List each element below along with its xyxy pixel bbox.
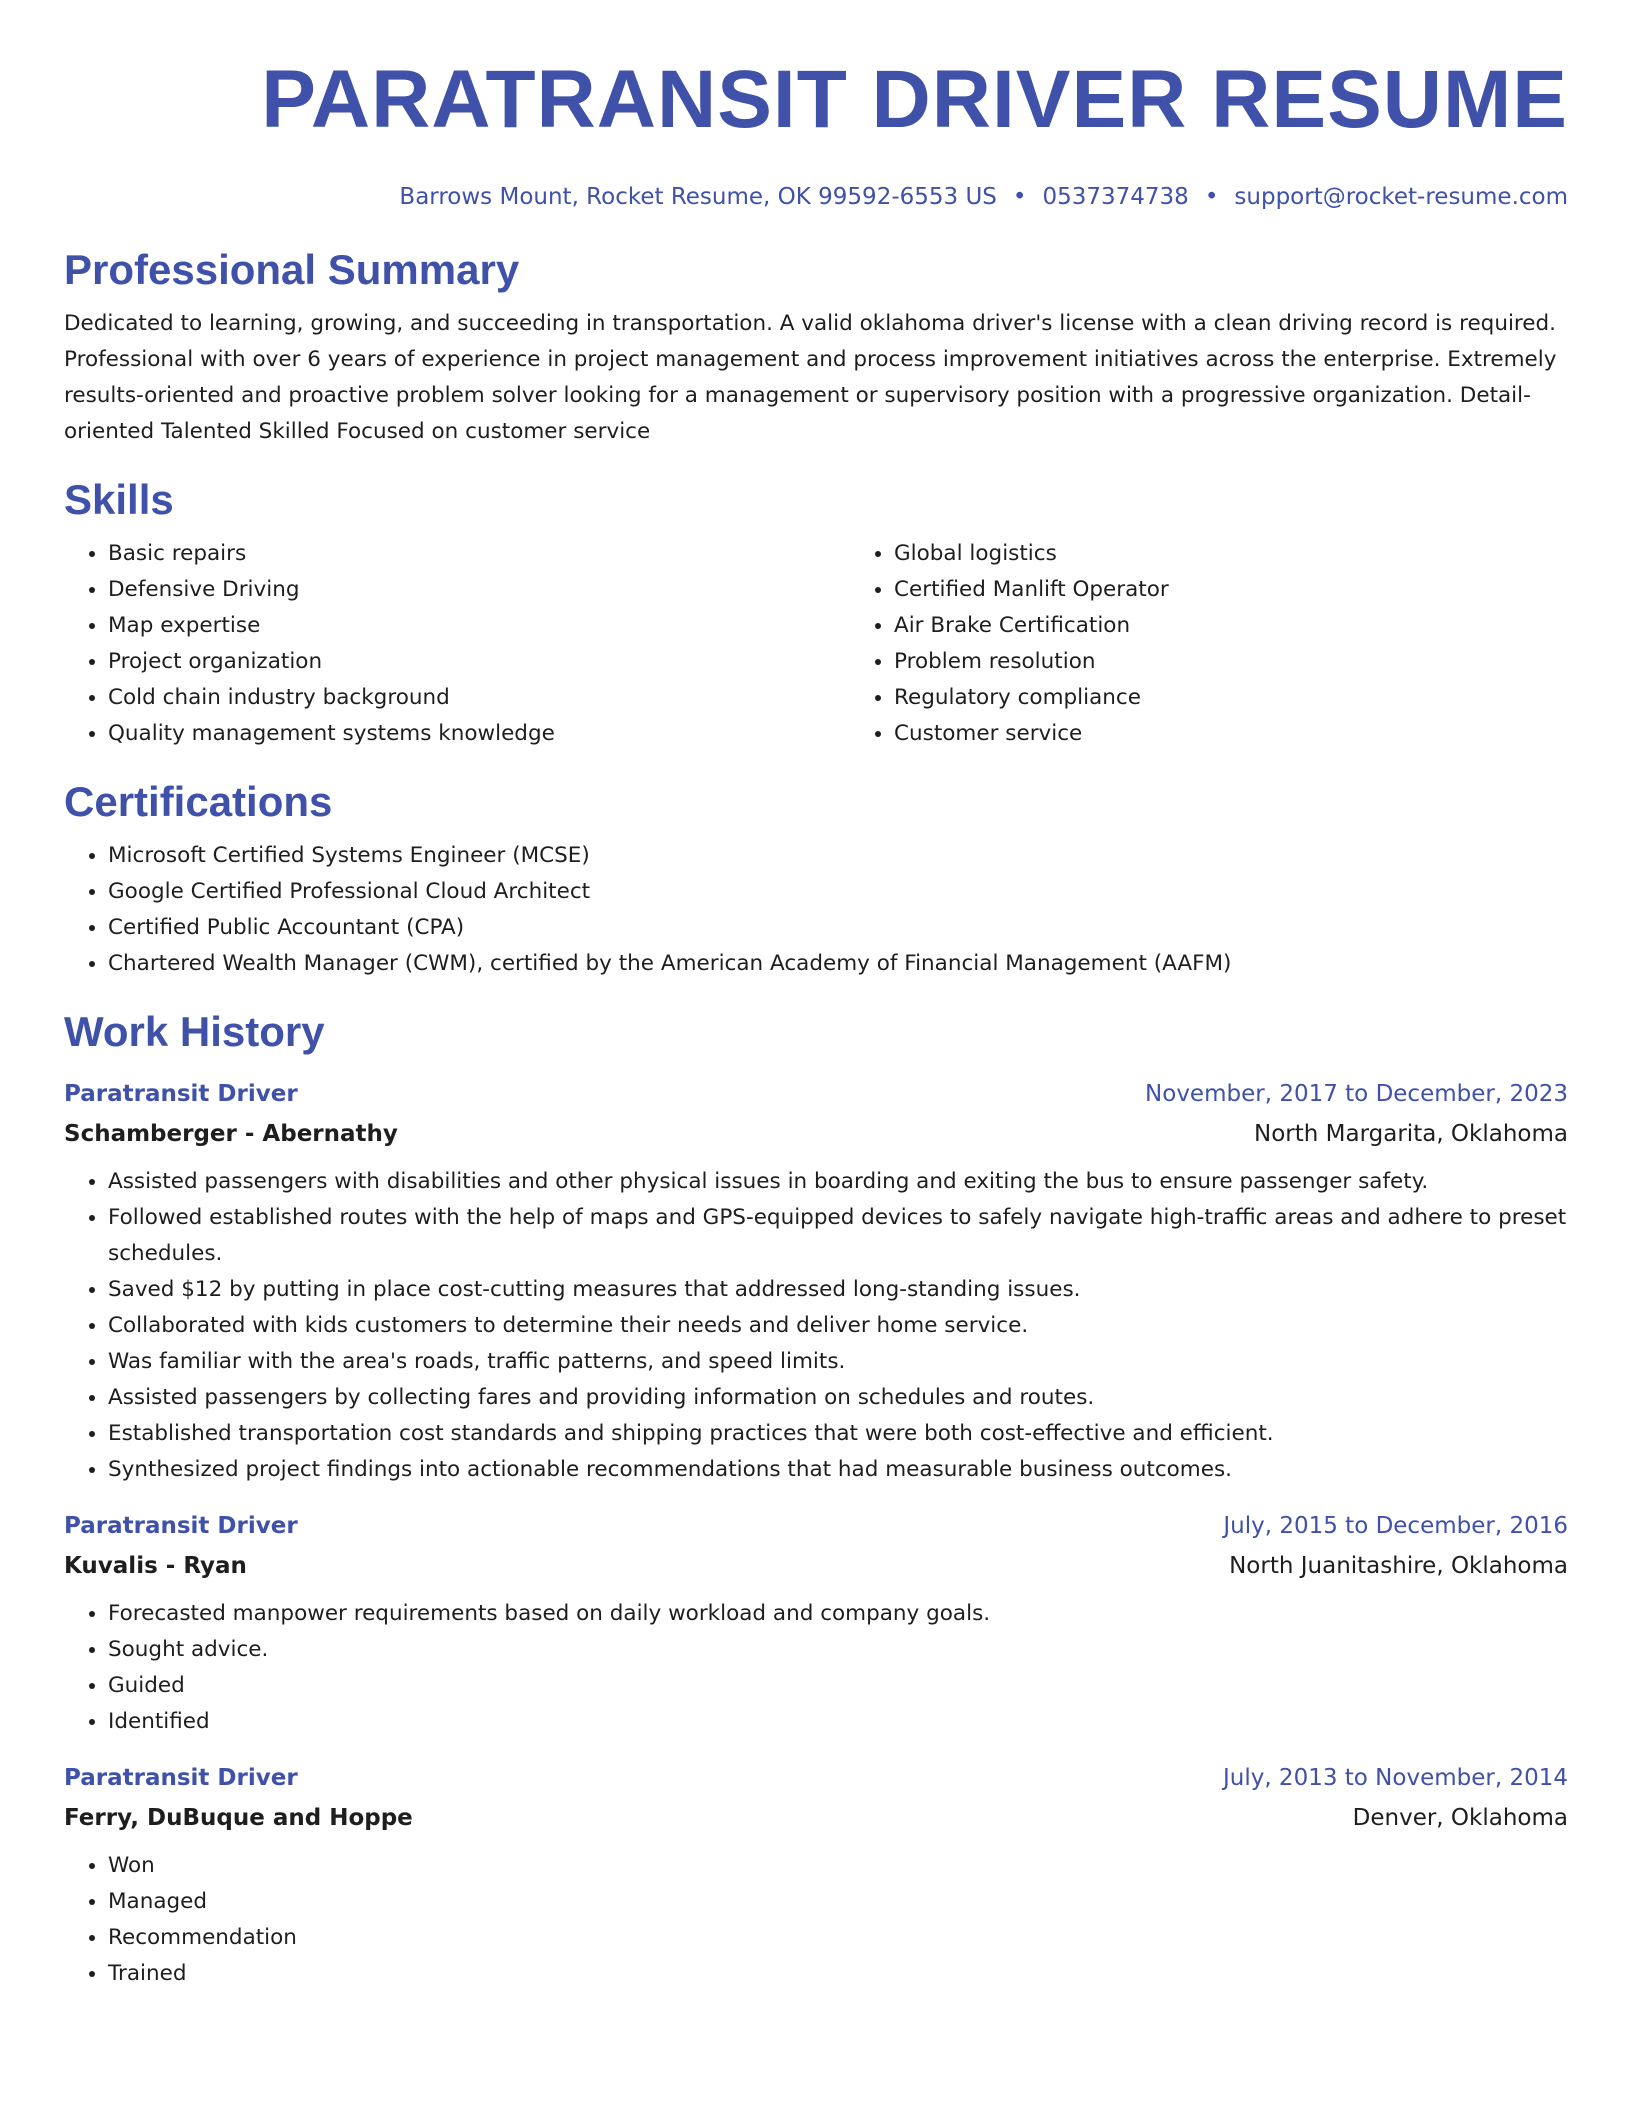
certifications-heading: Certifications bbox=[64, 778, 333, 825]
job-entry bbox=[64, 1758, 1568, 1992]
job-bullet: • Assisted passengers with disabilities and other physical issues in boarding and exiting the bus to ensure passenger safety. bbox=[108, 1164, 1568, 1200]
work-history-section bbox=[64, 1004, 1568, 1992]
certification-item: • Chartered Wealth Manager (CWM), certified by the American Academy of Financial Management (AAFM) bbox=[108, 946, 1568, 982]
job-bullet: • Trained bbox=[108, 1956, 1568, 1992]
skill-item: • Project organization bbox=[108, 644, 850, 680]
job-company: Ferry, DuBuque and Hoppe bbox=[64, 1805, 413, 1831]
skill-item: • Cold chain industry background bbox=[108, 680, 850, 716]
job-bullet: • Established transportation cost standards and shipping practices that were both cost-effective and efficient. bbox=[108, 1416, 1568, 1452]
job-bullet: • Collaborated with kids customers to determine their needs and deliver home service. bbox=[108, 1308, 1568, 1344]
job-dates: November, 2017 to December, 2023 bbox=[1145, 1081, 1568, 1107]
contact-email[interactable]: support@rocket-resume.com bbox=[1234, 184, 1568, 210]
skill-item: • Regulatory compliance bbox=[894, 680, 1568, 716]
job-bullet: • Recommendation bbox=[108, 1920, 1568, 1956]
job-location: Denver, Oklahoma bbox=[1352, 1805, 1568, 1831]
skills-section bbox=[64, 472, 1568, 752]
skill-item: • Air Brake Certification bbox=[894, 608, 1568, 644]
skills-heading: Skills bbox=[64, 476, 174, 523]
job-bullet-list bbox=[64, 1848, 1568, 1992]
job-location: North Juanitashire, Oklahoma bbox=[1229, 1553, 1568, 1579]
skills-list-right bbox=[850, 536, 1568, 752]
job-bullet: • Was familiar with the area's roads, traffic patterns, and speed limits. bbox=[108, 1344, 1568, 1380]
skill-item: • Map expertise bbox=[108, 608, 850, 644]
job-bullet: • Guided bbox=[108, 1668, 1568, 1704]
skill-item: • Defensive Driving bbox=[108, 572, 850, 608]
job-company-row bbox=[64, 1114, 1568, 1154]
resume-header bbox=[64, 50, 1568, 214]
summary-text: Dedicated to learning, growing, and succeeding in transportation. A valid oklahoma driver's license with a clean driving record is required. Professional with over 6 years of experience in project management and process improvement initiatives across the enterprise. Extremely results-oriented and proactive problem solver looking for a management or supervisory position with a progressive organization. Detail-oriented Talented Skilled Focused on customer service bbox=[64, 311, 1557, 444]
job-entry bbox=[64, 1506, 1568, 1740]
job-bullet: • Synthesized project findings into actionable recommendations that had measurable business outcomes. bbox=[108, 1452, 1568, 1488]
job-bullet-list bbox=[64, 1164, 1568, 1488]
contact-address: Barrows Mount, Rocket Resume, OK 99592-6553 US bbox=[399, 184, 997, 210]
job-title-row bbox=[64, 1074, 1568, 1114]
certifications-section bbox=[64, 774, 1568, 982]
skill-item: • Basic repairs bbox=[108, 536, 850, 572]
job-bullet: • Followed established routes with the help of maps and GPS-equipped devices to safely navigate high-traffic areas and adhere to preset schedules. bbox=[108, 1200, 1568, 1272]
job-company: Schamberger - Abernathy bbox=[64, 1121, 398, 1147]
certification-item: • Google Certified Professional Cloud Architect bbox=[108, 874, 1568, 910]
job-title: Paratransit Driver bbox=[64, 1765, 298, 1791]
job-bullet: • Sought advice. bbox=[108, 1632, 1568, 1668]
certification-item: • Certified Public Accountant (CPA) bbox=[108, 910, 1568, 946]
contact-separator: • bbox=[1204, 184, 1219, 210]
skill-item: • Certified Manlift Operator bbox=[894, 572, 1568, 608]
job-title: Paratransit Driver bbox=[64, 1513, 298, 1539]
job-bullet: • Forecasted manpower requirements based on daily workload and company goals. bbox=[108, 1596, 1568, 1632]
skill-item: • Global logistics bbox=[894, 536, 1568, 572]
work-history-heading: Work History bbox=[64, 1008, 325, 1055]
job-bullet: • Saved $12 by putting in place cost-cutting measures that addressed long-standing issues. bbox=[108, 1272, 1568, 1308]
skills-grid bbox=[64, 528, 1568, 752]
skill-item: • Problem resolution bbox=[894, 644, 1568, 680]
job-bullet-list bbox=[64, 1596, 1568, 1740]
job-dates: July, 2013 to November, 2014 bbox=[1222, 1765, 1568, 1791]
contact-phone: 0537374738 bbox=[1042, 184, 1189, 210]
job-company-row bbox=[64, 1546, 1568, 1586]
certification-item: • Microsoft Certified Systems Engineer (MCSE) bbox=[108, 838, 1568, 874]
summary-section bbox=[64, 242, 1568, 450]
job-company-row bbox=[64, 1798, 1568, 1838]
job-dates: July, 2015 to December, 2016 bbox=[1223, 1513, 1568, 1539]
certifications-list bbox=[64, 838, 1568, 982]
contact-separator: • bbox=[1012, 184, 1027, 210]
job-bullet: • Managed bbox=[108, 1884, 1568, 1920]
contact-line bbox=[64, 180, 1568, 214]
job-title: Paratransit Driver bbox=[64, 1081, 298, 1107]
skills-list-left bbox=[64, 536, 850, 752]
job-title-row bbox=[64, 1758, 1568, 1798]
job-company: Kuvalis - Ryan bbox=[64, 1553, 247, 1579]
job-list bbox=[64, 1074, 1568, 1992]
skill-item: • Customer service bbox=[894, 716, 1568, 752]
job-title-row bbox=[64, 1506, 1568, 1546]
job-bullet: • Won bbox=[108, 1848, 1568, 1884]
job-bullet: • Assisted passengers by collecting fares and providing information on schedules and routes. bbox=[108, 1380, 1568, 1416]
job-location: North Margarita, Oklahoma bbox=[1254, 1121, 1568, 1147]
page-title: PARATRANSIT DRIVER RESUME bbox=[261, 54, 1568, 145]
job-entry bbox=[64, 1074, 1568, 1488]
job-bullet: • Identified bbox=[108, 1704, 1568, 1740]
summary-heading: Professional Summary bbox=[64, 246, 520, 293]
skill-item: • Quality management systems knowledge bbox=[108, 716, 850, 752]
